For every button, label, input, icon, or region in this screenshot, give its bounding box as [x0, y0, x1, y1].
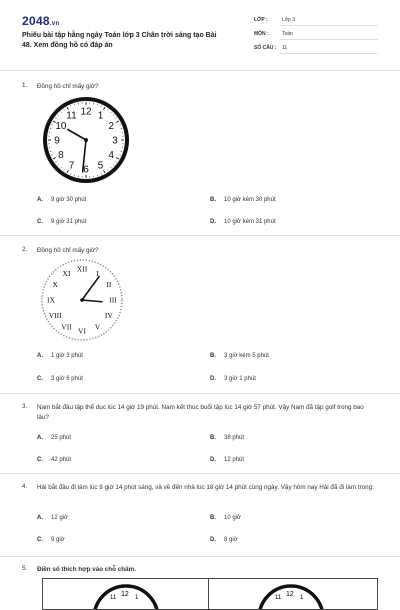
- clock-numeral: V: [95, 322, 101, 331]
- clock-numeral: IX: [47, 296, 55, 305]
- question-number: 2.: [22, 246, 27, 253]
- option-letter: A.: [37, 515, 43, 521]
- clock-numeral: II: [106, 280, 111, 289]
- clock-numeral: 1: [135, 595, 139, 601]
- clock-numeral: XI: [63, 269, 71, 278]
- option-letter: C.: [37, 537, 43, 543]
- clock-numeral: 5: [98, 161, 104, 172]
- option-text: 9 giờ: [51, 537, 65, 543]
- clock-numeral: 9: [54, 136, 60, 147]
- answer-table: [42, 578, 378, 610]
- option-text: 1 giờ 3 phút: [51, 353, 83, 359]
- clock-center: [84, 138, 88, 142]
- clock-numeral: 11: [275, 595, 282, 601]
- meta-count-key: SỐ CÂU :: [254, 45, 277, 51]
- clock-numeral: 1: [98, 110, 104, 121]
- clock-numeral: III: [109, 296, 117, 305]
- question-divider: [0, 473, 400, 474]
- option-letter: B.: [210, 515, 216, 521]
- option-text: 12 giờ: [51, 515, 68, 521]
- clock-numeral: X: [52, 280, 58, 289]
- clock-numeral: 2: [108, 121, 114, 132]
- option-letter: B.: [210, 435, 216, 441]
- option-letter: B.: [210, 353, 216, 359]
- question-number: 1.: [22, 82, 27, 89]
- logo-suffix: .vn: [50, 21, 60, 27]
- option-letter: D.: [210, 457, 216, 463]
- clock-numeral: 8: [58, 150, 64, 161]
- clock-numeral: 10: [55, 121, 67, 132]
- clock-numeral: 12: [80, 107, 92, 118]
- option-text: 10 giờ: [224, 515, 241, 521]
- clock-numeral: IV: [105, 311, 113, 320]
- question-divider: [0, 556, 400, 557]
- option-letter: D.: [210, 537, 216, 543]
- clock-numeral: VII: [61, 322, 72, 331]
- option-text: 9 giờ 31 phút: [51, 219, 86, 225]
- question-number: 4.: [22, 483, 27, 490]
- question-divider: [0, 393, 400, 394]
- question-text: Đồng hồ chỉ mấy giờ?: [37, 82, 377, 92]
- clock-numeral: 12: [121, 591, 129, 598]
- table-divider: [208, 579, 209, 609]
- meta-subject-key: MÔN :: [254, 31, 269, 37]
- option-text: 3 giờ 1 phút: [224, 376, 256, 382]
- clock-center: [80, 298, 84, 302]
- clock-face: [94, 586, 158, 610]
- question-text: Điền số thích hợp vào chỗ chấm.: [37, 565, 377, 575]
- meta-subject-value: Toán: [282, 31, 293, 37]
- question-2: [22, 246, 382, 391]
- clock-numeral: VIII: [49, 311, 62, 320]
- question-divider: [0, 235, 400, 236]
- question-3: [22, 403, 382, 469]
- clock-partial-left: [91, 582, 161, 610]
- clock-face: [259, 586, 323, 610]
- question-number: 3.: [22, 403, 27, 410]
- question-1: [22, 82, 382, 232]
- question-text: Nam bắt đầu tập thể dục lúc 14 giờ 19 phút. Nam kết thúc buổi tập lúc 14 giờ 57 phút. Vậy Nam đã tập golf trong bao lâu?: [37, 403, 377, 423]
- clock-numeral: 7: [69, 161, 75, 172]
- divider: [280, 25, 378, 26]
- logo-text: 2048: [22, 14, 50, 28]
- option-letter: A.: [37, 197, 43, 203]
- option-text: 38 phút: [224, 435, 244, 441]
- meta-count-value: 11: [282, 45, 287, 51]
- clock-numeral: 11: [66, 110, 77, 121]
- option-letter: D.: [210, 219, 216, 225]
- option-letter: C.: [37, 457, 43, 463]
- clock-arabic: [42, 96, 130, 184]
- option-text: 10 giờ kém 31 phút: [224, 219, 276, 225]
- meta-class-key: LỚP :: [254, 17, 268, 23]
- clock-numeral: 6: [83, 165, 89, 176]
- option-text: 3 giờ kém 5 phút: [224, 353, 269, 359]
- option-text: 12 phút: [224, 457, 244, 463]
- clock-numeral: VI: [78, 327, 86, 336]
- clock-partial-right: [256, 582, 326, 610]
- option-text: 8 giờ: [224, 537, 238, 543]
- divider: [280, 39, 378, 40]
- clock-roman: [40, 258, 124, 342]
- option-text: 9 giờ 30 phút: [51, 197, 86, 203]
- option-letter: C.: [37, 219, 43, 225]
- clock-numeral: 1: [300, 595, 304, 601]
- clock-numeral: 4: [108, 150, 114, 161]
- worksheet-title: Phiếu bài tập hằng ngày Toán lớp 3 Chân trời sáng tạo Bài 48. Xem đồng hồ có đáp án: [22, 31, 227, 50]
- question-number: 5.: [22, 565, 27, 572]
- meta-class-value: Lớp 3: [282, 17, 295, 23]
- question-4: [22, 483, 382, 549]
- option-text: 10 giờ kém 30 phút: [224, 197, 276, 203]
- option-letter: B.: [210, 197, 216, 203]
- site-logo[interactable]: [22, 14, 59, 28]
- option-text: 3 giờ 6 phút: [51, 376, 83, 382]
- question-text: Đồng hồ chỉ mấy giờ?: [37, 246, 377, 256]
- option-letter: A.: [37, 353, 43, 359]
- clock-numeral: 3: [112, 136, 118, 147]
- option-letter: D.: [210, 376, 216, 382]
- option-text: 25 phút: [51, 435, 71, 441]
- question-text: Hải bắt đầu đi làm lúc 9 giờ 14 phút sáng, và về đến nhà lúc 18 giờ 14 phút cùng ngày. Vậy hôm nay Hải đã đi làm trong:: [37, 483, 377, 493]
- clock-numeral: 12: [286, 591, 294, 598]
- option-letter: A.: [37, 435, 43, 441]
- header-divider: [0, 70, 400, 71]
- page-header: [22, 14, 378, 56]
- clock-numeral: XII: [77, 265, 88, 274]
- clock-numeral: 11: [110, 595, 117, 601]
- clock-numeral: I: [96, 269, 99, 278]
- option-letter: C.: [37, 376, 43, 382]
- divider: [280, 53, 378, 54]
- option-text: 42 phút: [51, 457, 71, 463]
